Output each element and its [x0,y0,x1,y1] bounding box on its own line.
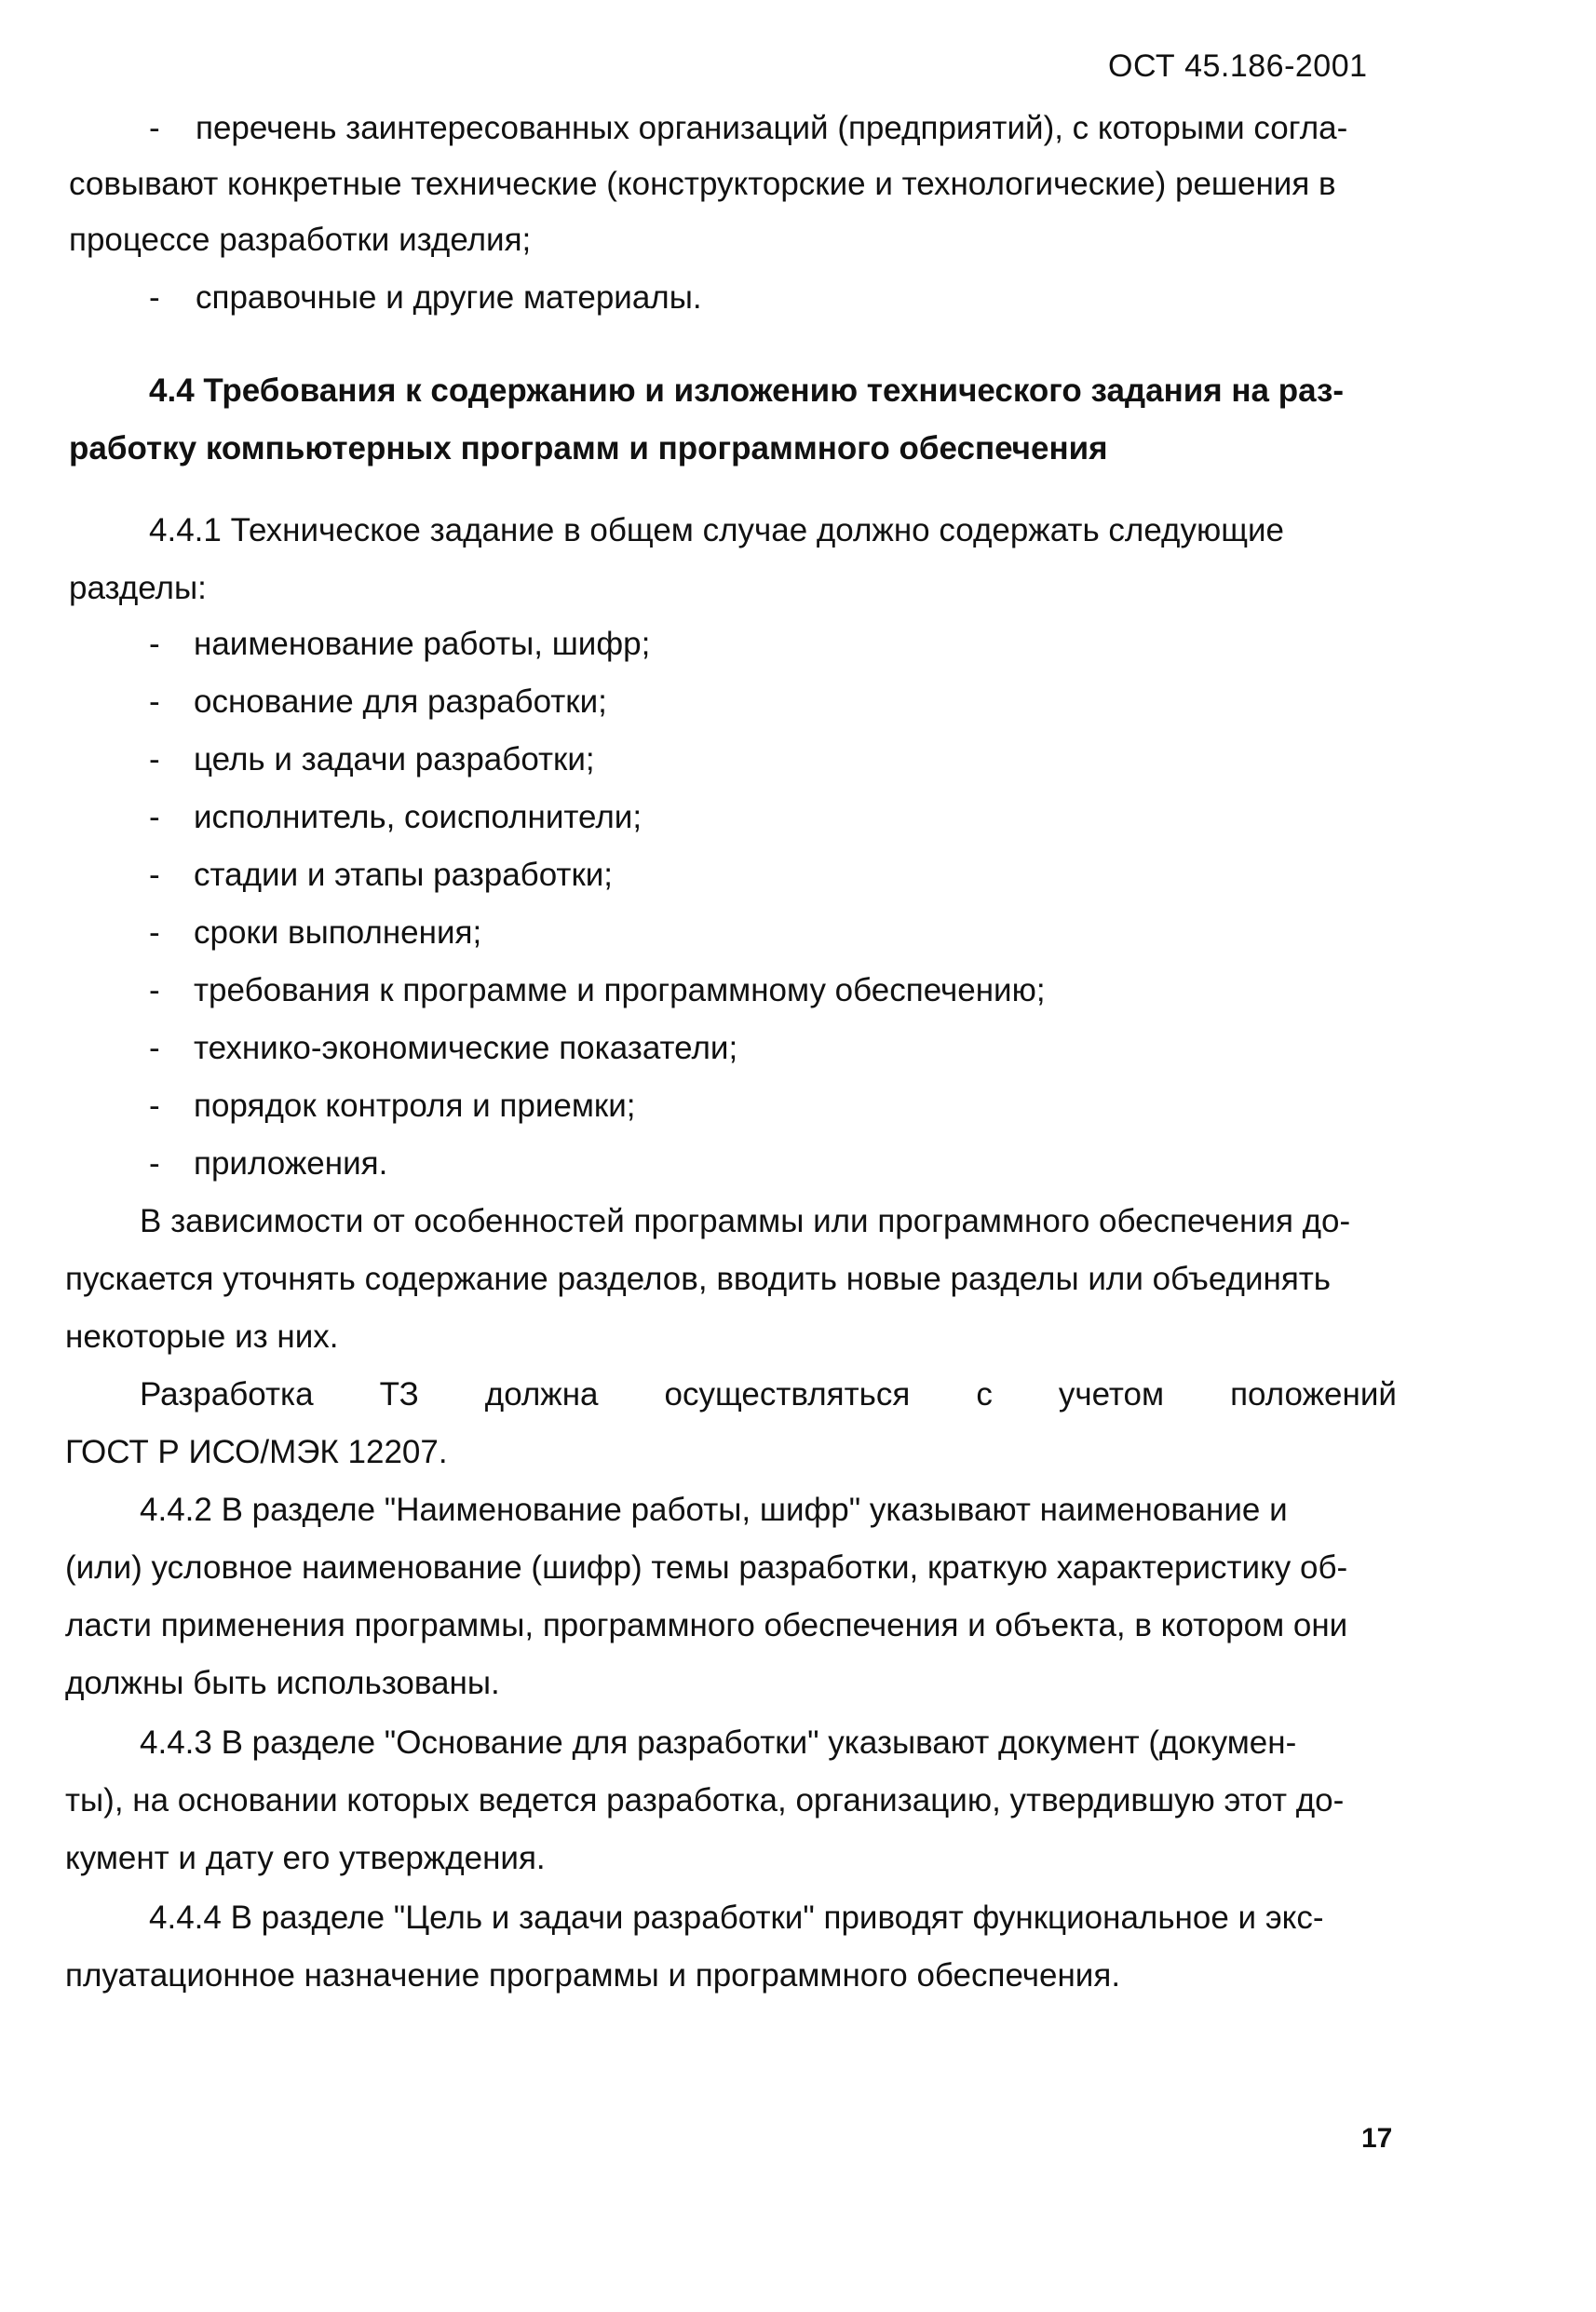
list-dash: - [149,683,160,720]
list-dash: - [149,626,160,662]
p443-line3: кумент и дату его утверждения. [65,1840,546,1876]
list-item: наименование работы, шифр; [194,626,651,662]
intro-item1-line3: процессе разработки изделия; [69,222,532,258]
section-title-line1: 4.4 Требования к содержанию и изложению технического задания на раз- [149,372,1345,409]
word: осуществляться [664,1376,911,1413]
list-item: приложения. [194,1145,388,1182]
list-item: основание для разработки; [194,683,607,720]
list-item: цель и задачи разработки; [194,741,595,777]
p444-line2: плуатационное назначение программы и программного обеспечения. [65,1957,1121,1994]
list-item: технико-экономические показатели; [194,1030,738,1066]
document-code: ОСТ 45.186-2001 [1108,48,1368,84]
word: должна [484,1376,599,1413]
para-depend-line3: некоторые из них. [65,1318,339,1355]
word: положений [1230,1376,1397,1413]
p442-line4: должны быть использованы. [65,1665,500,1701]
list-item: стадии и этапы разработки; [194,857,614,893]
word: Разработка [140,1376,314,1413]
p441-line1: 4.4.1 Техническое задание в общем случае должно содержать следующие [149,512,1285,548]
p443-line2: ты), на основании которых ведется разработка, организацию, утвердившую этот до- [65,1782,1345,1819]
intro-item1-line1: перечень заинтересованных организаций (предприятий), с которыми согла- [196,110,1348,146]
list-dash: - [149,1088,160,1124]
para-develop-line1 [140,1374,1397,1415]
p442-line1: 4.4.2 В разделе "Наименование работы, шифр" указывают наименование и [140,1492,1288,1528]
intro-item2: справочные и другие материалы. [196,279,702,316]
list-item: сроки выполнения; [194,914,482,951]
list-item: исполнитель, соисполнители; [194,799,642,835]
section-title-line2: работку компьютерных программ и программного обеспечения [69,430,1108,466]
list-dash: - [149,914,160,951]
word: с [976,1376,993,1413]
list-dash: - [149,799,160,835]
para-depend-line2: пускается уточнять содержание разделов, вводить новые разделы или объединять [65,1261,1332,1297]
para-develop-line2: ГОСТ Р ИСО/МЭК 12207. [65,1434,448,1470]
para-depend-line1: В зависимости от особенностей программы или программного обеспечения до- [140,1203,1351,1239]
word: учетом [1058,1376,1165,1413]
list-dash: - [149,857,160,893]
p444-line1: 4.4.4 В разделе "Цель и задачи разработки" приводят функциональное и экс- [149,1900,1324,1936]
list-item: порядок контроля и приемки; [194,1088,636,1124]
p442-line3: ласти применения программы, программного обеспечения и объекта, в котором они [65,1607,1348,1643]
list-dash: - [149,1145,160,1182]
list-dash: - [149,741,160,777]
list-item: требования к программе и программному обеспечению; [194,972,1046,1008]
list-dash: - [149,1030,160,1066]
list-dash: - [149,110,160,146]
p441-line2: разделы: [69,570,207,606]
word: ТЗ [379,1376,419,1413]
p443-line1: 4.4.3 В разделе "Основание для разработки" указывают документ (докумен- [140,1724,1297,1761]
page-number: 17 [1361,2123,1393,2154]
p442-line2: (или) условное наименование (шифр) темы разработки, краткую характеристику об- [65,1549,1348,1586]
list-dash: - [149,279,160,316]
list-dash: - [149,972,160,1008]
intro-item1-line2: совывают конкретные технические (конструкторские и технологические) решения в [69,166,1336,202]
